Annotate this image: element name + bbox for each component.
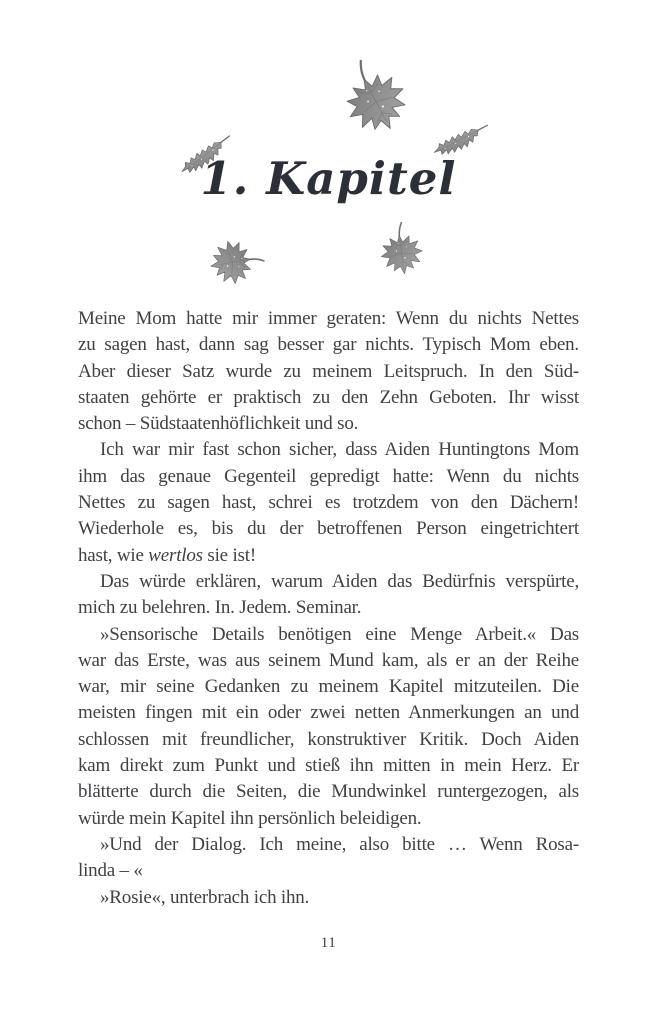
text-line: mich zu belehren. In. Jedem. Seminar. [78, 597, 362, 619]
text-line: zu sagen hast, dann sag besser gar nichts. Typisch Mom eben. [78, 334, 579, 356]
page-number: 11 [320, 935, 337, 951]
text-line: Nettes zu sagen hast, schrei es trotzdem von den Dächern! [78, 492, 579, 514]
text-line: hast, wie wertlos sie ist! [78, 544, 256, 566]
text-line: meisten fingen mit ein oder zwei netten Anmerkungen an und [78, 702, 579, 724]
text-line: »Sensorische Details benötigen eine Menge Arbeit.« Das [100, 623, 579, 645]
paragraph [78, 569, 579, 622]
chapter-header [0, 0, 657, 300]
maple-leaf-icon [327, 47, 419, 144]
paragraph [78, 885, 579, 911]
text-line: schon – Südstaatenhöflichkeit und so. [78, 413, 359, 435]
paragraph [78, 622, 579, 832]
paragraph [78, 437, 579, 568]
text-line: Ich war mir fast schon sicher, dass Aiden Huntingtons Mom [100, 439, 579, 461]
text-line: Das würde erklären, warum Aiden das Bedürfnis verspürte, [100, 570, 579, 592]
page-footer [0, 934, 657, 952]
text-line: würde mein Kapitel ihn persönlich beleidigen. [78, 807, 422, 829]
chapter-title: 1. Kapitel [200, 152, 457, 205]
text-line: war, mir seine Gedanken zu meinem Kapitel mitzuteilen. Die [78, 676, 579, 698]
text-line: linda – « [78, 860, 143, 882]
text-line: schlossen mit freundlicher, konstruktiver Kritik. Doch Aiden [78, 728, 579, 750]
text-line: »Und der Dialog. Ich meine, also bitte … Wenn Rosa- [100, 833, 579, 855]
maple-leaf-icon [376, 219, 427, 278]
paragraph [78, 306, 579, 437]
maple-leaf-icon [206, 234, 268, 289]
text-line: ihm das genaue Gegenteil gepredigt hatte: Wenn du nichts [78, 465, 579, 487]
text-line: Meine Mom hatte mir immer geraten: Wenn du nichts Nettes [78, 308, 579, 329]
text-line: kam direkt zum Punkt und stieß ihn mitten in mein Herz. Er [78, 755, 579, 777]
text-line: Aber dieser Satz wurde zu meinem Leitspruch. In den Süd- [78, 360, 579, 382]
text-line: war das Erste, was aus seinem Mund kam, als er an der Reihe [78, 649, 579, 671]
text-line: blätterte durch die Seiten, die Mundwinkel runtergezogen, als [78, 781, 579, 803]
text-line: staaten gehörte er praktisch zu den Zehn Geboten. Ihr wisst [78, 386, 579, 408]
paragraph [78, 832, 579, 885]
text-line: Wiederhole es, bis du der betroffenen Person eingetrichtert [78, 518, 579, 540]
text-line: »Rosie«, unterbrach ich ihn. [100, 886, 310, 908]
body-text [78, 306, 579, 911]
